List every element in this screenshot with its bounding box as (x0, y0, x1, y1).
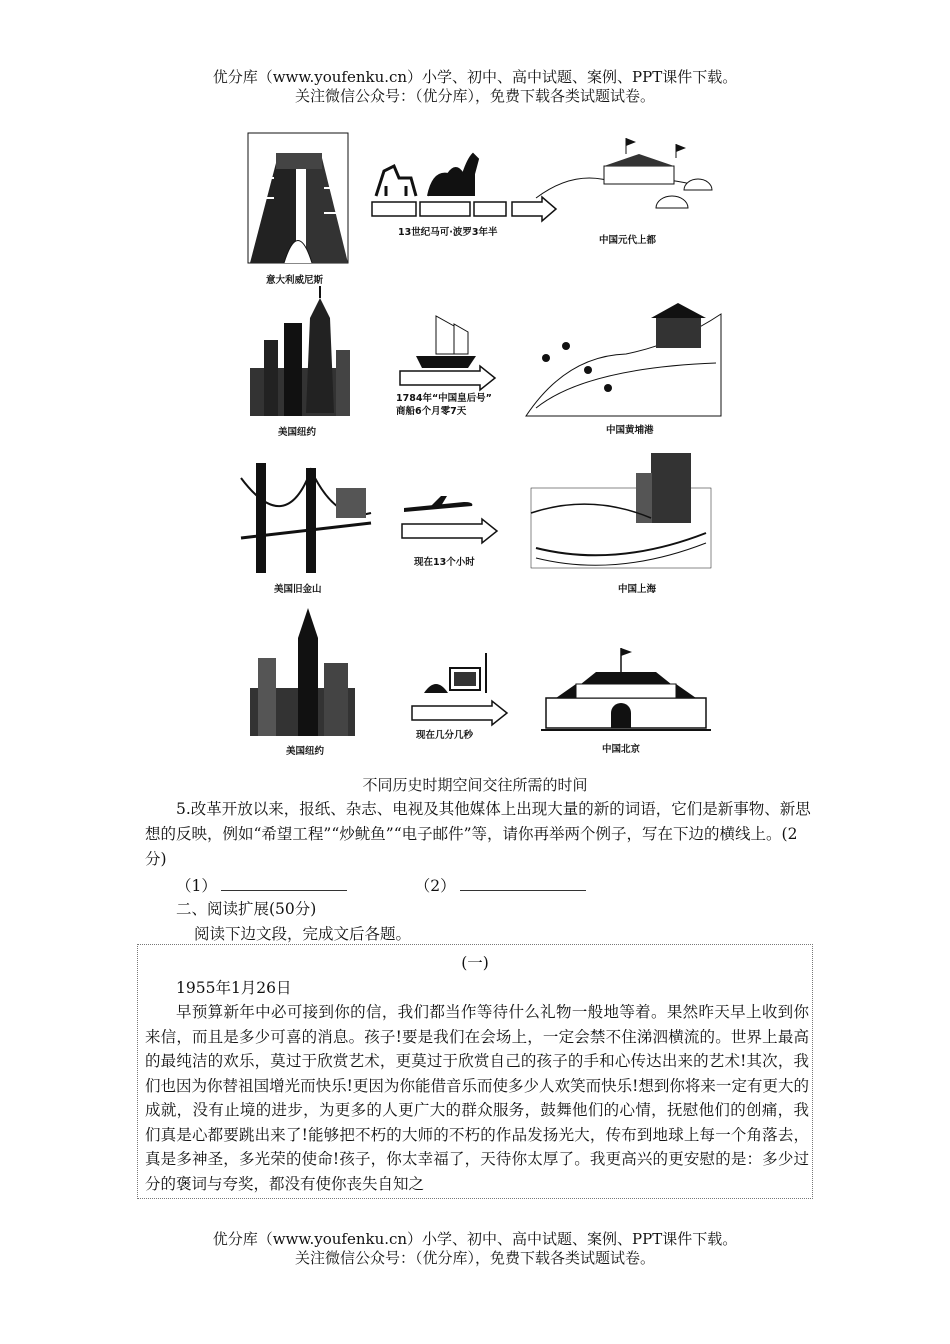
row3-to-label: 中国上海 (618, 584, 657, 595)
footer-line-1: 优分库（www.youfenku.cn）小学、初中、高中试题、案例、PPT课件下载。 (212, 1230, 738, 1248)
blank-1-label: （1） (176, 877, 217, 895)
newyork-skyline-2 (250, 608, 355, 736)
footer-line-2: 关注微信公众号：（优分库），免费下载各类试题试卷。 (294, 1249, 655, 1267)
row4-transport-label: 现在几分几秒 (416, 730, 474, 741)
venice-illustration (248, 133, 348, 263)
figure-caption: 不同历史时期空间交往所需的时间 (362, 776, 588, 794)
route-arrow-4 (412, 701, 507, 725)
answer-blanks (176, 874, 846, 899)
header-line-1: 优分库（www.youfenku.cn）小学、初中、高中试题、案例、PPT课件下载。 (212, 68, 738, 86)
row2-from-label: 美国纽约 (278, 427, 317, 438)
caravan-icon (376, 154, 478, 196)
row2-to-label: 中国黄埔港 (606, 425, 654, 436)
row3-from-label: 美国旧金山 (274, 584, 322, 595)
row1-transport-label: 13世纪马可·波罗3年半 (398, 227, 498, 238)
route-arrow-2 (400, 366, 495, 390)
newyork-skyline-1 (250, 286, 350, 416)
airplane-icon (404, 496, 472, 512)
row2-transport-label-1: 1784年“中国皇后号” (396, 393, 492, 404)
blank-2-label: （2） (414, 877, 456, 895)
answer-line-2[interactable] (460, 876, 586, 891)
row2-transport-label-2: 商船6个月零7天 (396, 406, 467, 417)
shanghai-illustration (531, 453, 711, 568)
route-arrow-3 (402, 519, 497, 543)
junk-ship-icon (416, 316, 476, 368)
answer-line-1[interactable] (221, 876, 347, 891)
row4-to-label: 中国北京 (602, 744, 641, 755)
row3-transport-label: 现在13个小时 (414, 557, 475, 568)
history-travel-figure (236, 118, 726, 763)
passage-number: (一) (461, 954, 489, 972)
route-arrow-segmented (372, 197, 556, 221)
header-line-2: 关注微信公众号：（优分库），免费下载各类试题试卷。 (294, 87, 655, 105)
golden-gate-bridge-illustration (241, 463, 371, 573)
row4-from-label: 美国纽约 (286, 746, 325, 757)
shangdu-illustration (536, 138, 712, 208)
passage-text: 早预算新年中必可接到你的信，我们都当作等待什么礼物一般地等着。果然昨天早上收到你来信，而且是多少可喜的消息。孩子!要是我们在会场上，一定会禁不住涕泗横流的。世界上最高的最纯洁的欢乐，莫过于欣赏艺术，更莫过于欣赏自己的孩子的手和心传达出来的艺术!其次，我们也因为你替祖国增光而快乐!更因为你能借音乐而使多少人欢笑而快乐!想到你将来一定有更大的成就，没有止境的进步，为更多的人更广大的群众服务，鼓舞他们的心情，抚慰他们的创痛，我们真是心都要跳出来了!能够把不朽的大师的不朽的作品发扬光大，传布到地球上每一个角落去，真是多神圣，多光荣的使命!孩子，你太幸福了，天待你太厚了。我更高兴的更安慰的是：多少过分的褒词与夸奖，都没有使你丧失自知之 (145, 1003, 809, 1193)
huangpu-illustration (526, 303, 721, 416)
tiananmen-illustration (541, 648, 711, 730)
passage-date: 1955年1月26日 (176, 979, 292, 997)
passage-box (137, 944, 813, 1199)
section-2-instruction: 阅读下边文段，完成文后各题。 (194, 925, 412, 943)
section-2-title: 二、阅读扩展(50分) (176, 900, 317, 918)
telephone-icon (424, 653, 486, 693)
question-5: 5.改革开放以来，报纸、杂志、电视及其他媒体上出现大量的新的词语，它们是新事物、新思想的反映，例如“希望工程”“炒鱿鱼”“电子邮件”等，请你再举两个例子，写在下边的横线上。(2分) (145, 800, 811, 868)
row1-from-label: 意大利威尼斯 (266, 275, 324, 286)
row1-to-label: 中国元代上都 (599, 235, 657, 246)
